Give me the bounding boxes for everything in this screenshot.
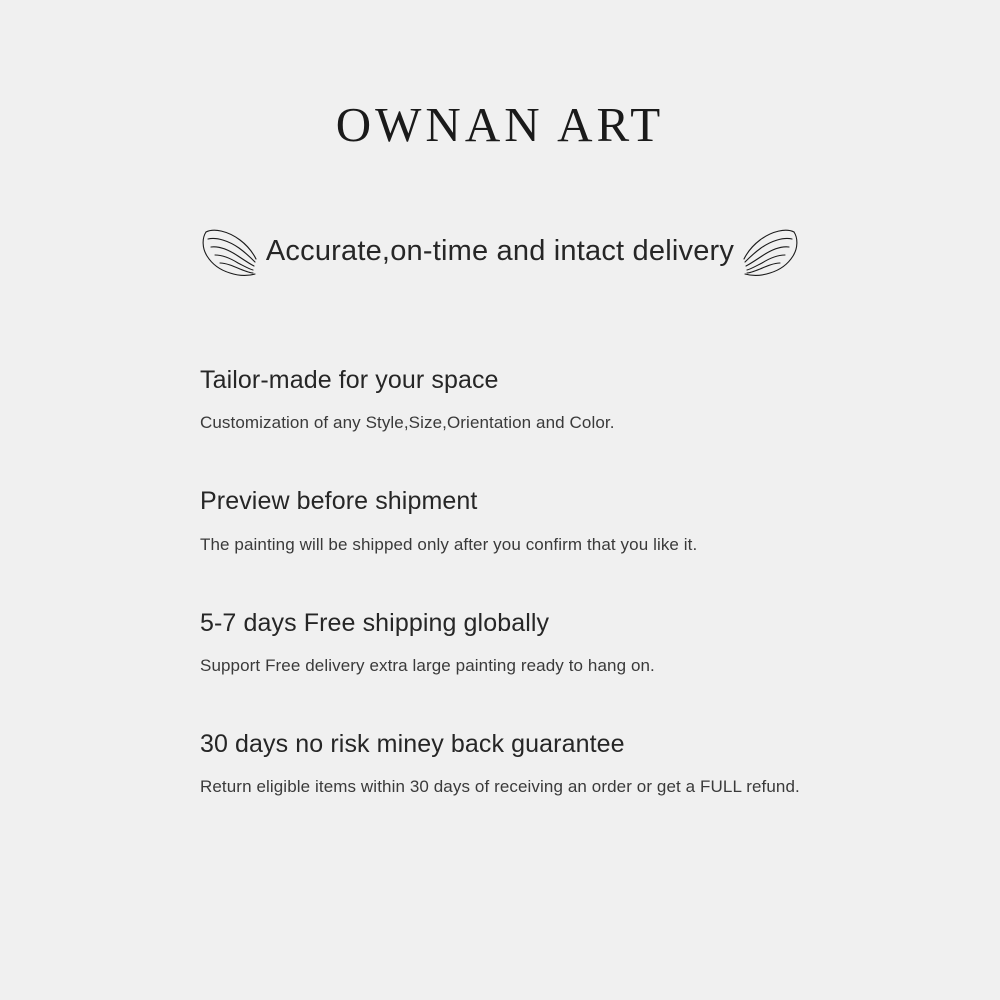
list-item xyxy=(200,729,960,798)
feature-title: 5-7 days Free shipping globally xyxy=(200,608,550,637)
headline-text: Accurate,on-time and intact delivery xyxy=(265,234,735,267)
list-item xyxy=(200,608,960,677)
feature-description: Support Free delivery extra large painting ready to hang on. xyxy=(200,655,655,675)
headline-row xyxy=(0,222,1000,280)
wing-icon xyxy=(198,222,260,280)
list-item xyxy=(200,365,960,434)
feature-title: 30 days no risk miney back guarantee xyxy=(200,730,625,759)
feature-title: Preview before shipment xyxy=(200,487,478,516)
feature-description: Customization of any Style,Size,Orientation and Color. xyxy=(200,413,615,433)
feature-description: The painting will be shipped only after you confirm that you like it. xyxy=(200,534,698,554)
list-item xyxy=(200,486,960,555)
feature-list xyxy=(200,365,960,798)
feature-title: Tailor-made for your space xyxy=(200,366,499,394)
feature-description: Return eligible items within 30 days of receiving an order or get a FULL refund. xyxy=(200,777,800,797)
wing-icon xyxy=(740,222,802,280)
brand-title: OWNAN ART xyxy=(335,97,665,152)
